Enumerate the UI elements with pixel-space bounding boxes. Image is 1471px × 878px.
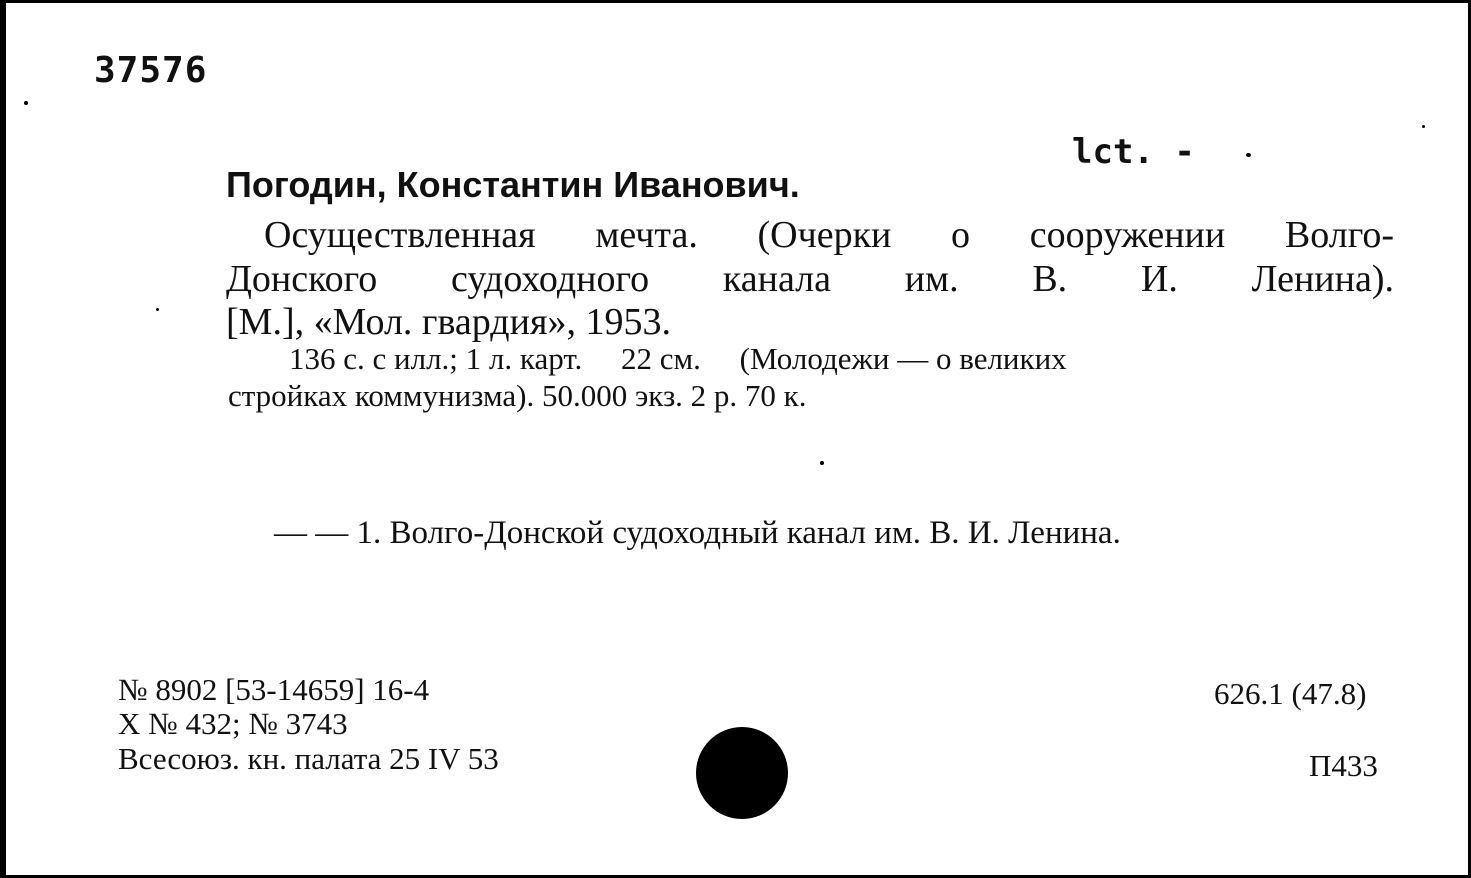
title-word: канала <box>722 258 831 300</box>
title-word: мечта. <box>595 214 698 256</box>
title-line-2 <box>226 260 1394 298</box>
title-line-3: [М.], «Мол. гвардия», 1953. <box>226 301 671 343</box>
title-word: им. <box>904 258 959 300</box>
title-word: Ленина). <box>1251 258 1394 300</box>
title-word: Волго- <box>1284 214 1394 256</box>
physical-description-line-2: стройках коммунизма). 50.000 экз. 2 р. 70 к. <box>228 378 807 413</box>
punch-hole <box>696 727 788 819</box>
scan-speck <box>1422 125 1425 128</box>
scan-speck <box>1246 153 1251 157</box>
scan-speck <box>820 461 824 465</box>
title-word: судоходного <box>451 258 650 300</box>
physical-description-line-1: 136 с. с илл.; 1 л. карт. 22 см. (Молодежи — о великих <box>289 341 1067 376</box>
title-word: Донского <box>226 258 378 300</box>
handwritten-note: lct. - <box>1072 132 1195 172</box>
title-word: сооружении <box>1029 214 1226 256</box>
accession-number: 37576 <box>94 50 208 91</box>
registry-line-2: X № 432; № 3743 <box>118 706 348 741</box>
scan-speck <box>24 101 28 105</box>
title-word: Осуществленная <box>264 214 536 256</box>
title-word: В. <box>1032 258 1068 300</box>
scan-speck <box>156 308 159 311</box>
shelf-mark: П433 <box>1309 748 1378 783</box>
registry-line-1: № 8902 [53-14659] 16-4 <box>118 672 430 707</box>
author-heading: Погодин, Константин Иванович. <box>226 164 800 205</box>
title-word: (Очерки <box>757 214 892 256</box>
udc-code: 626.1 (47.8) <box>1214 676 1367 711</box>
title-word: И. <box>1140 258 1178 300</box>
subject-heading: — — 1. Волго-Донской судоходный канал им. В. И. Ленина. <box>274 515 1121 551</box>
registry-line-3: Всесоюз. кн. палата 25 IV 53 <box>118 741 499 776</box>
title-line-1 <box>264 216 1394 254</box>
title-word: о <box>951 214 971 256</box>
